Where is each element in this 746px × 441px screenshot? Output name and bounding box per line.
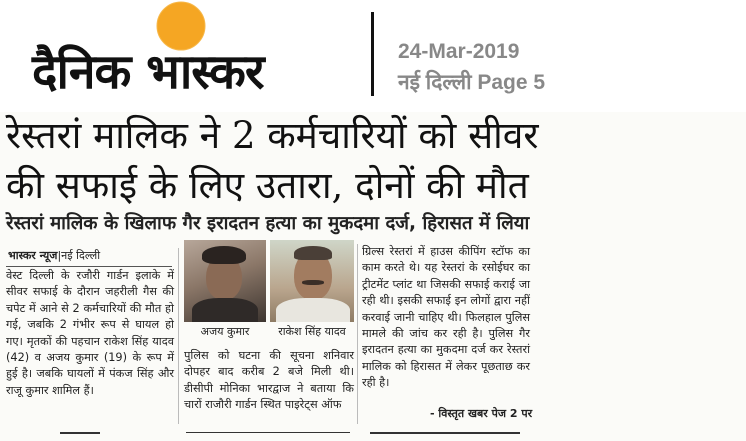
- cropped-text-fragment: [370, 432, 520, 434]
- photo-caption-1: अजय कुमार: [200, 325, 250, 338]
- article-column-3: ग्रिल्स रेस्तरां में हाउस कीपिंग स्टॉफ का काम करते थे। यह रेस्तरां के रसोईघर का ट्रीटमेंट प्लांट था जिसकी सफाई कराई जा रही थी। इसकी सफाई इन लोगों द्वारा नहीं करवाई जानी चाहिए थी। फिलहाल पुलिस मामले की जांच कर रही है। पुलिस गैर इरादतन हत्या का मुकदमा दर्ज कर रेस्तरां मालिक को हिरासत में लेकर पूछताछ कर रही है।: [362, 245, 530, 390]
- headline-line-1: रेस्तरां मालिक ने 2 कर्मचारियों को सीवर: [6, 114, 539, 157]
- victim-photo-ajay: [184, 240, 266, 322]
- continued-note: - विस्तृत खबर पेज 2 पर: [430, 407, 533, 420]
- subheadline: रेस्तरां मालिक के खिलाफ गैर इरादतन हत्या का मुकदमा दर्ज, हिरासत में लिया: [6, 213, 530, 234]
- edition-page: नई दिल्ली Page 5: [398, 71, 546, 94]
- cropped-rule-fragment: [186, 432, 350, 433]
- byline-city: नई दिल्ली: [61, 249, 101, 262]
- byline: भास्कर न्यूज|नई दिल्ली: [8, 249, 101, 262]
- cropped-text-fragment: [60, 432, 100, 434]
- byline-rule: [6, 266, 172, 267]
- publication-date: 24-Mar-2019: [398, 40, 520, 63]
- victim-photo-rakesh: [270, 240, 354, 322]
- column-divider: [178, 248, 179, 424]
- article-column-1: वेस्ट दिल्ली के रजौरी गार्डन इलाके में सीवर सफाई के दौरान जहरीली गैस की चपेट में आने से 2 कर्मचारियों की मौत हो गई, जबकि 2 गंभीर रूप से घायल हो गए। मृतकों की पहचान राकेश सिंह यादव (42) व अजय कुमार (19) के रूप में हुई है। जबकि घायलों में पंकज सिंह और राजू कुमार शामिल हैं।: [6, 269, 174, 397]
- column-divider: [357, 244, 358, 424]
- headline-line-2: की सफाई के लिए उतारा, दोनों की मौत: [6, 164, 529, 207]
- byline-source: भास्कर न्यूज: [8, 249, 58, 262]
- article-column-2: पुलिस को घटना की सूचना शनिवार दोपहर बाद करीब 2 बजे मिली थी। डीसीपी मोनिका भारद्वाज ने बताया कि चारों राजौरी गार्डन स्थित पाइरेट्स ऑफ: [184, 349, 354, 412]
- photo-caption-2: राकेश सिंह यादव: [278, 325, 346, 338]
- masthead-divider: [371, 12, 374, 96]
- brand-logo: दैनिक भास्कर: [32, 44, 264, 100]
